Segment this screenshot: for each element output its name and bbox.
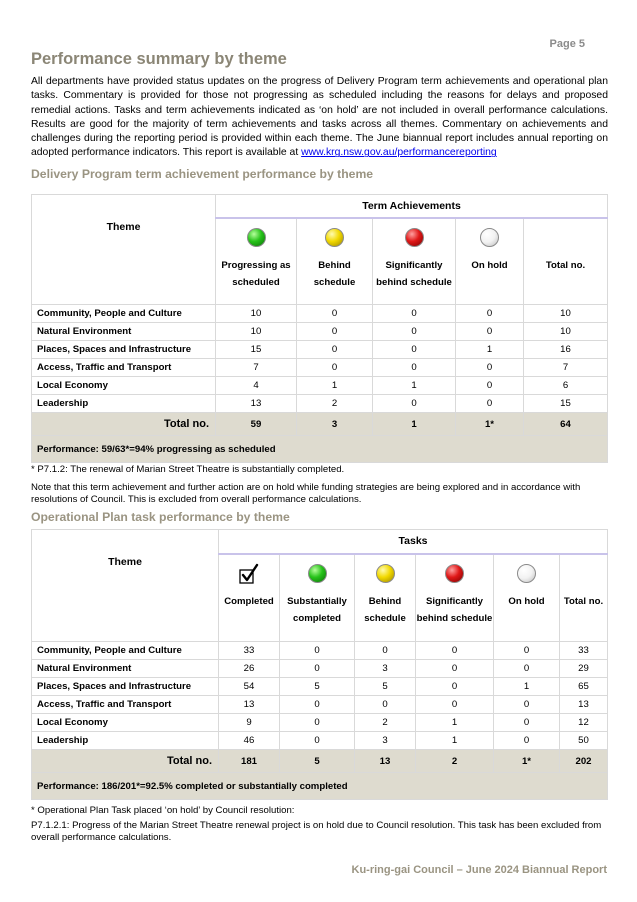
- total-cell: 2: [416, 750, 494, 773]
- value-cell: 0: [456, 377, 524, 395]
- table-row: [32, 395, 608, 413]
- value-cell: 0: [494, 732, 560, 750]
- total-cell: 1: [373, 413, 456, 436]
- total-cell: 181: [219, 750, 280, 773]
- value-cell: 1: [456, 341, 524, 359]
- column-label: Behind schedule: [313, 259, 356, 288]
- theme-cell: Leadership: [32, 732, 219, 750]
- checkbox-tick-icon: [238, 563, 260, 585]
- value-cell: 16: [524, 341, 608, 359]
- value-cell: 1: [416, 714, 494, 732]
- column-header: [355, 554, 416, 642]
- theme-cell: Natural Environment: [32, 323, 216, 341]
- operational-note-1: * Operational Plan Task placed ‘on hold’ by Council resolution:: [31, 805, 295, 816]
- white-light-icon: [480, 228, 499, 247]
- theme-cell: Places, Spaces and Infrastructure: [32, 341, 216, 359]
- column-label: Significantly behind schedule: [376, 259, 452, 288]
- value-cell: 0: [373, 341, 456, 359]
- intro-text: All departments have provided status updates on the progress of Delivery Program term achievements and operational plan tasks. Commentary is provided for those not progressing as scheduled including the reasons for delays and proposed remedial actions. Tasks and term achievements indicated as ‘on hold’ are not included in overall performance calculations. Results are good for the majority of term achievements and tasks across all themes. Commentary on achievements and challenges during the reporting period is provided within each theme. The June biannual report includes annual reporting on adopted performance indicators. This report is available at: [31, 76, 608, 159]
- column-label: Behind schedule: [364, 595, 406, 624]
- value-cell: 0: [373, 323, 456, 341]
- column-header: [494, 554, 560, 642]
- column-header: [297, 218, 373, 305]
- red-light-icon: [445, 564, 464, 583]
- theme-cell: Access, Traffic and Transport: [32, 696, 219, 714]
- table-row: [32, 660, 608, 678]
- column-header: [216, 218, 297, 305]
- value-cell: 0: [416, 678, 494, 696]
- red-light-icon: [405, 228, 424, 247]
- value-cell: 0: [416, 696, 494, 714]
- green-light-icon: [308, 564, 327, 583]
- performance-summary: Performance: 59/63*=94% progressing as scheduled: [32, 436, 608, 463]
- delivery-table: [31, 194, 608, 463]
- value-cell: 5: [280, 678, 355, 696]
- group-header: Tasks: [219, 530, 608, 554]
- value-cell: 0: [280, 660, 355, 678]
- total-label: Total no.: [32, 413, 216, 436]
- total-cell: 13: [355, 750, 416, 773]
- table-row: [32, 305, 608, 323]
- theme-cell: Natural Environment: [32, 660, 219, 678]
- theme-cell: Community, People and Culture: [32, 642, 219, 660]
- value-cell: 4: [216, 377, 297, 395]
- value-cell: 33: [560, 642, 608, 660]
- column-header: [373, 218, 456, 305]
- value-cell: 10: [524, 323, 608, 341]
- value-cell: 1: [416, 732, 494, 750]
- value-cell: 0: [456, 305, 524, 323]
- footer: Ku-ring-gai Council – June 2024 Biannual Report: [351, 864, 607, 876]
- theme-cell: Places, Spaces and Infrastructure: [32, 678, 219, 696]
- group-header: Term Achievements: [216, 195, 608, 218]
- white-light-icon: [517, 564, 536, 583]
- value-cell: 7: [216, 359, 297, 377]
- value-cell: 2: [355, 714, 416, 732]
- value-cell: 13: [219, 696, 280, 714]
- theme-cell: Leadership: [32, 395, 216, 413]
- column-header: [560, 554, 608, 642]
- value-cell: 0: [280, 732, 355, 750]
- total-cell: 1*: [456, 413, 524, 436]
- value-cell: 0: [494, 642, 560, 660]
- performance-reporting-link[interactable]: www.krg.nsw.gov.au/performancereporting: [301, 147, 497, 159]
- operational-note-2: P7.1.2.1: Progress of the Marian Street Theatre renewal project is on hold due to Council resolution. This task has been excluded from overall performance calculations.: [31, 820, 602, 843]
- table-row: [32, 714, 608, 732]
- table-row: [32, 377, 608, 395]
- table-row: [32, 732, 608, 750]
- column-header: [456, 218, 524, 305]
- value-cell: 29: [560, 660, 608, 678]
- yellow-light-icon: [376, 564, 395, 583]
- column-label: On hold: [471, 259, 508, 271]
- operational-table: [31, 529, 608, 800]
- theme-cell: Local Economy: [32, 714, 219, 732]
- table-row: [32, 642, 608, 660]
- performance-summary: Performance: 186/201*=92.5% completed or substantially completed: [32, 773, 608, 800]
- value-cell: 15: [216, 341, 297, 359]
- value-cell: 0: [456, 395, 524, 413]
- page-heading: Performance summary by theme: [31, 50, 287, 68]
- value-cell: 6: [524, 377, 608, 395]
- value-cell: 13: [216, 395, 297, 413]
- table-row: [32, 323, 608, 341]
- table-row: [32, 359, 608, 377]
- value-cell: 46: [219, 732, 280, 750]
- value-cell: 0: [373, 395, 456, 413]
- value-cell: 0: [297, 305, 373, 323]
- table-row: [32, 678, 608, 696]
- value-cell: 5: [355, 678, 416, 696]
- column-label: Progressing as scheduled: [221, 259, 291, 288]
- theme-header: Theme: [32, 195, 216, 305]
- value-cell: 0: [355, 696, 416, 714]
- column-label: Completed: [224, 595, 274, 607]
- total-row: [32, 413, 608, 436]
- table-row: [32, 341, 608, 359]
- value-cell: 0: [280, 696, 355, 714]
- value-cell: 0: [280, 642, 355, 660]
- total-cell: 202: [560, 750, 608, 773]
- intro-paragraph: [31, 75, 608, 161]
- value-cell: 10: [216, 305, 297, 323]
- theme-header: Theme: [32, 530, 219, 642]
- total-cell: 64: [524, 413, 608, 436]
- value-cell: 9: [219, 714, 280, 732]
- page-number: Page 5: [549, 38, 585, 50]
- total-cell: 59: [216, 413, 297, 436]
- operational-heading: Operational Plan task performance by theme: [31, 510, 290, 524]
- yellow-light-icon: [325, 228, 344, 247]
- delivery-heading: Delivery Program term achievement performance by theme: [31, 167, 374, 181]
- theme-cell: Local Economy: [32, 377, 216, 395]
- value-cell: 0: [297, 359, 373, 377]
- column-label: On hold: [508, 595, 545, 607]
- column-label: Total no.: [563, 595, 604, 607]
- value-cell: 0: [494, 714, 560, 732]
- theme-cell: Access, Traffic and Transport: [32, 359, 216, 377]
- value-cell: 54: [219, 678, 280, 696]
- value-cell: 15: [524, 395, 608, 413]
- value-cell: 65: [560, 678, 608, 696]
- delivery-note-1: * P7.1.2: The renewal of Marian Street Theatre is substantially completed.: [31, 464, 345, 475]
- value-cell: 26: [219, 660, 280, 678]
- column-header: [524, 218, 608, 305]
- value-cell: 0: [297, 341, 373, 359]
- value-cell: 10: [216, 323, 297, 341]
- value-cell: 1: [297, 377, 373, 395]
- value-cell: 0: [373, 305, 456, 323]
- value-cell: 0: [416, 642, 494, 660]
- total-cell: 3: [297, 413, 373, 436]
- value-cell: 0: [494, 696, 560, 714]
- value-cell: 3: [355, 732, 416, 750]
- value-cell: 0: [456, 359, 524, 377]
- value-cell: 13: [560, 696, 608, 714]
- value-cell: 0: [494, 660, 560, 678]
- value-cell: 3: [355, 660, 416, 678]
- value-cell: 1: [373, 377, 456, 395]
- total-label: Total no.: [32, 750, 219, 773]
- column-label: Substantially completed: [287, 595, 347, 624]
- column-header: [219, 554, 280, 642]
- value-cell: 33: [219, 642, 280, 660]
- value-cell: 10: [524, 305, 608, 323]
- value-cell: 12: [560, 714, 608, 732]
- total-cell: 1*: [494, 750, 560, 773]
- column-label: Total no.: [545, 259, 586, 271]
- column-header: [280, 554, 355, 642]
- table-row: [32, 696, 608, 714]
- green-light-icon: [247, 228, 266, 247]
- value-cell: 7: [524, 359, 608, 377]
- value-cell: 2: [297, 395, 373, 413]
- value-cell: 0: [373, 359, 456, 377]
- value-cell: 1: [494, 678, 560, 696]
- theme-cell: Community, People and Culture: [32, 305, 216, 323]
- total-cell: 5: [280, 750, 355, 773]
- column-header: [416, 554, 494, 642]
- column-label: Significantly behind schedule: [416, 595, 493, 624]
- value-cell: 0: [280, 714, 355, 732]
- delivery-note-2: Note that this term achievement and further action are on hold while funding strategies are being explored and in accordance with resolutions of Council. This is excluded from overall performance calculations.: [31, 482, 581, 505]
- value-cell: 0: [355, 642, 416, 660]
- value-cell: 0: [456, 323, 524, 341]
- value-cell: 0: [297, 323, 373, 341]
- total-row: [32, 750, 608, 773]
- value-cell: 50: [560, 732, 608, 750]
- value-cell: 0: [416, 660, 494, 678]
